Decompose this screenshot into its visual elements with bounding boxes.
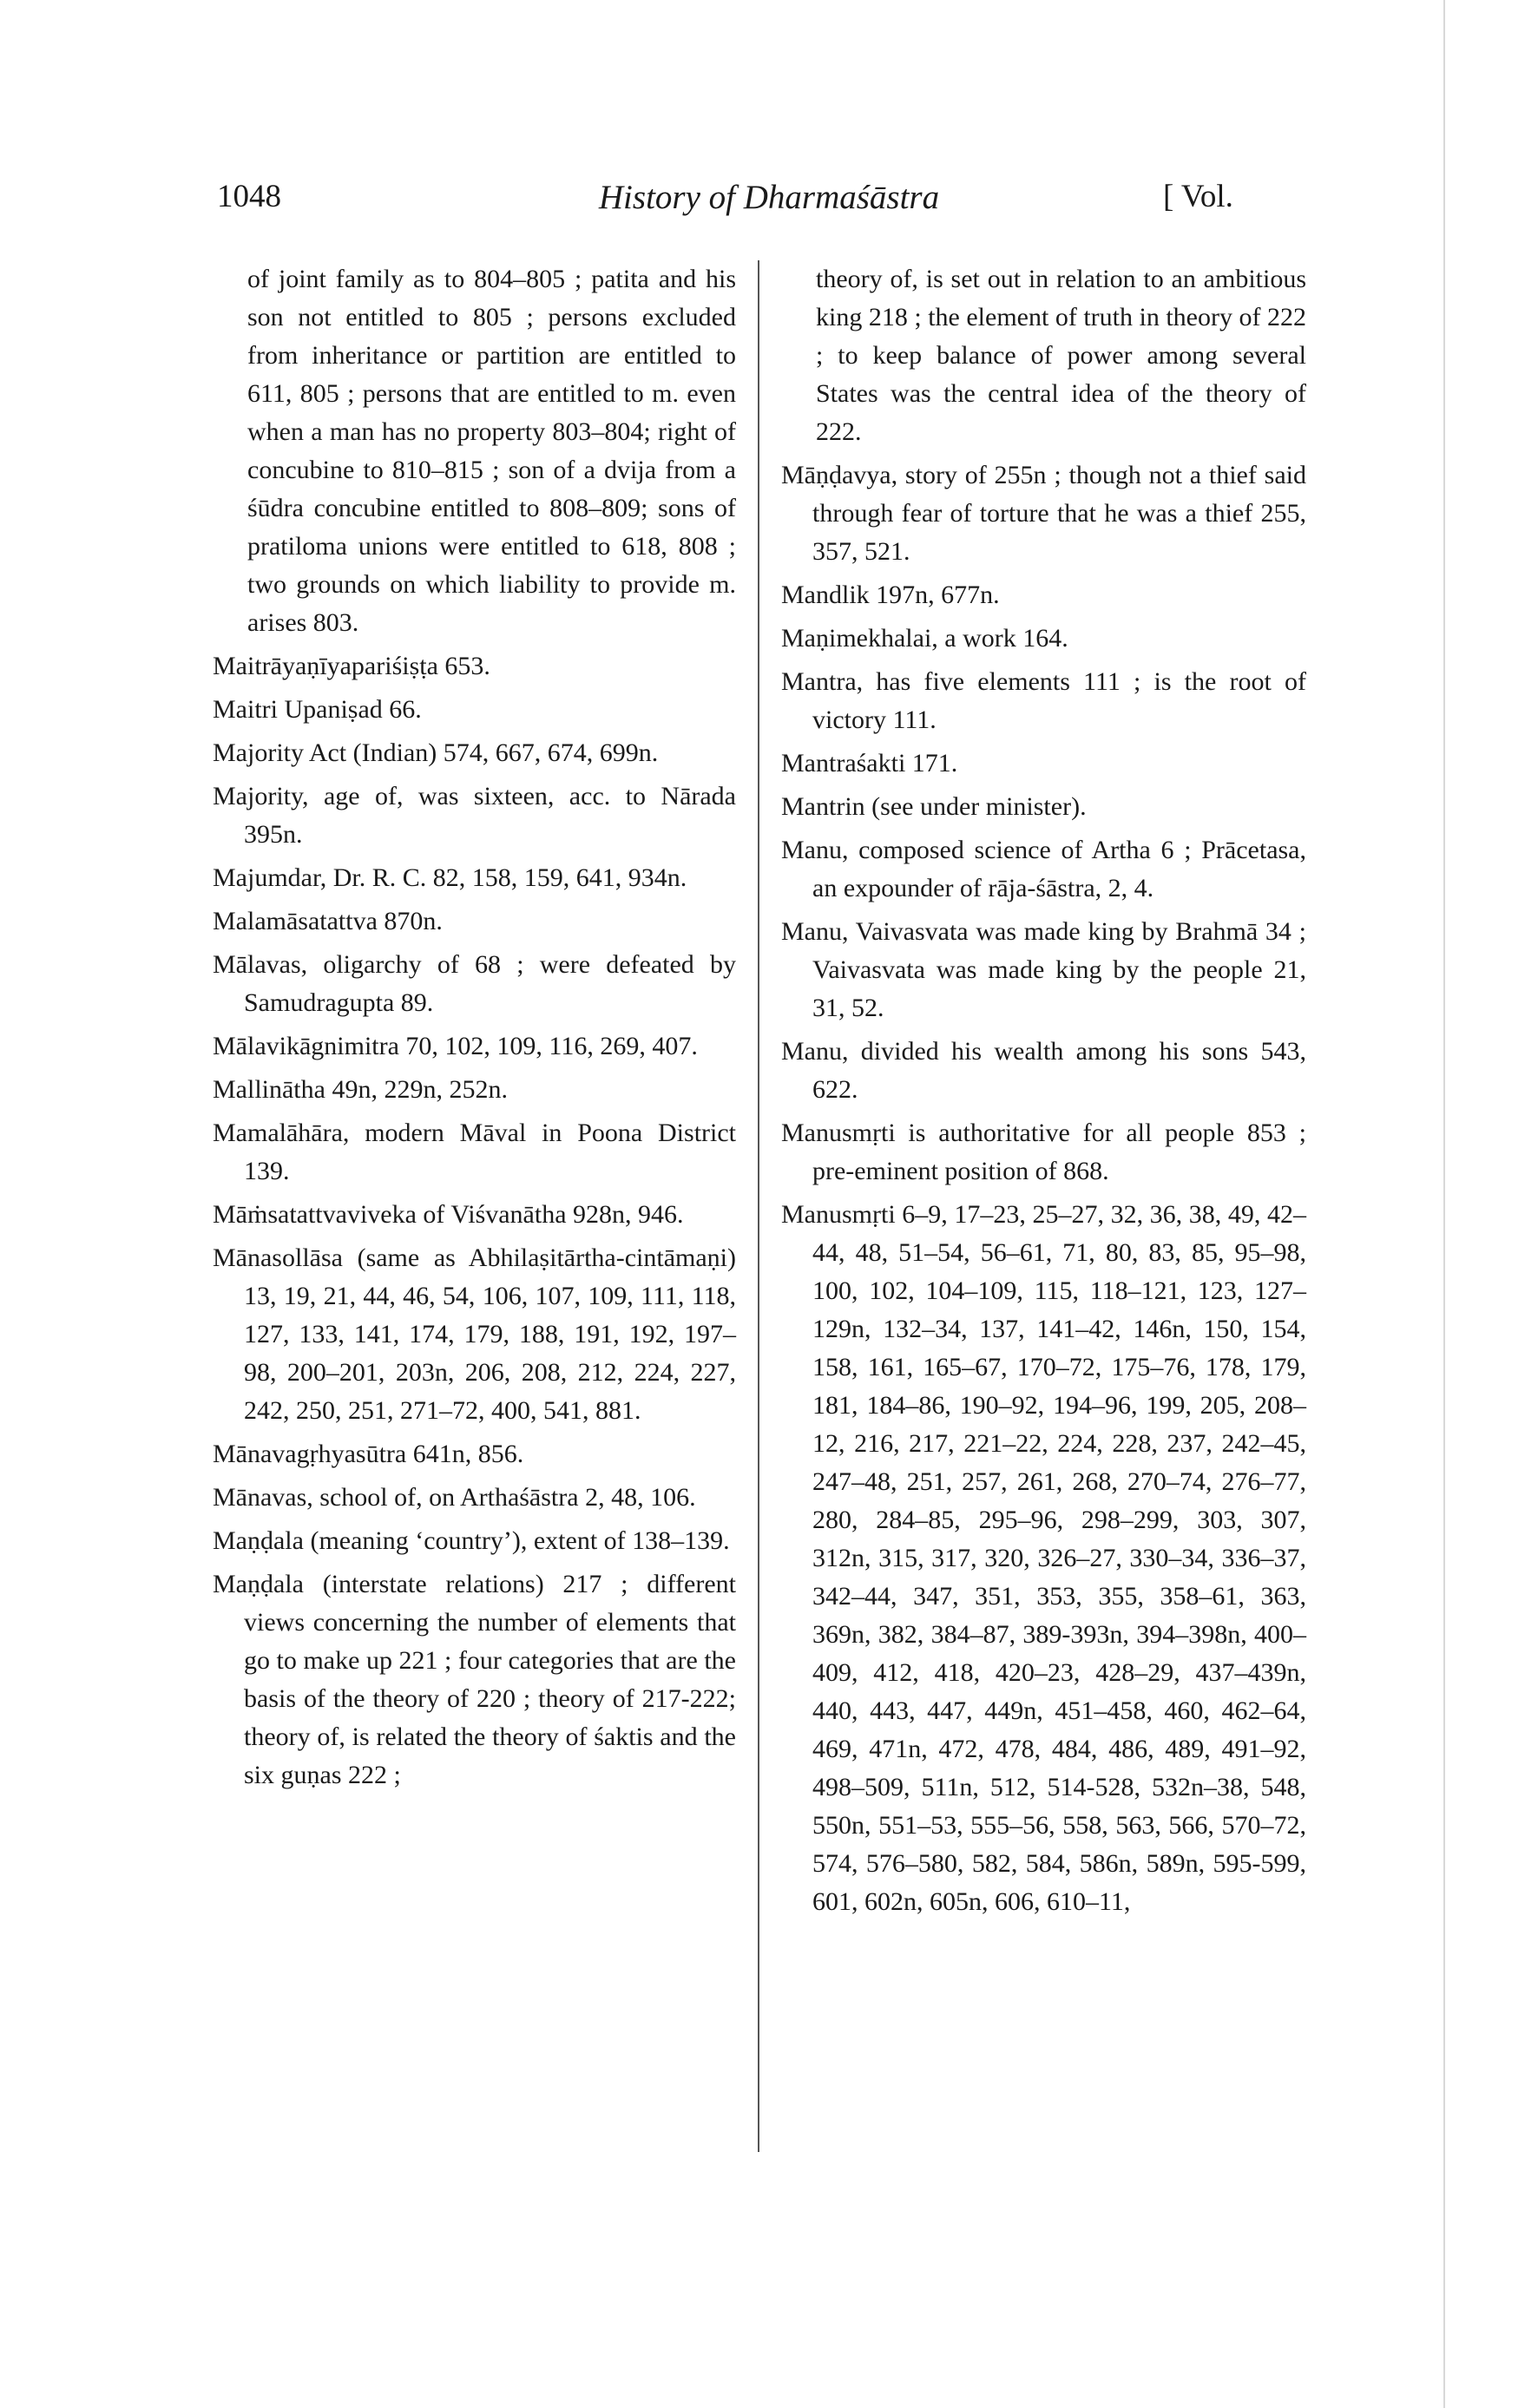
index-entry: Mānavas, school of, on Arthaśāstra 2, 48, 106.	[213, 1483, 696, 1512]
index-entry: Manusmṛti is authoritative for all people 853 ; pre-eminent position of 868.	[781, 1119, 1306, 1185]
index-entry: Mandlik 197n, 677n.	[781, 581, 1000, 609]
index-entry: Mantraśakti 171.	[781, 749, 958, 778]
index-entry: Maṇḍala (meaning ‘country’), extent of 138–139.	[213, 1526, 730, 1555]
index-column-right	[781, 260, 1306, 1926]
index-entry: Manu, composed science of Artha 6 ; Prācetasa, an expounder of rāja-śāstra, 2, 4.	[781, 836, 1306, 902]
index-entry: Maṇḍala (interstate relations) 217 ; different views concerning the number of elements that go to make up 221 ; four categories that are the basis of the theory of 220 ; theory of 217-222; theory of, is related the theory of śaktis and the six guṇas 222 ;	[213, 1570, 736, 1789]
index-entry: theory of, is set out in relation to an ambitious king 218 ; the element of truth in theory of 222 ; to keep balance of power among several States was the central idea of the theory of 222.	[816, 265, 1306, 446]
index-entry: Mālavas, oligarchy of 68 ; were defeated by Samudragupta 89.	[213, 950, 736, 1017]
index-entry: of joint family as to 804–805 ; patita and his son not entitled to 805 ; persons excluded from inheritance or partition are entitled to 611, 805 ; persons that are entitled to m. even when a man has no property 803–804; right of concubine to 810–815 ; son of a dvija from a śūdra concubine entitled to 808–809; sons of pratiloma unions were entitled to 618, 808 ; two grounds on which liability to provide m. arises 803.	[247, 265, 736, 637]
index-entry: Majority, age of, was sixteen, acc. to Nārada 395n.	[213, 782, 736, 849]
index-entry: Mantra, has five elements 111 ; is the root of victory 111.	[781, 667, 1306, 734]
running-title: History of Dharmaśāstra	[598, 179, 940, 216]
page-number: 1048	[217, 179, 281, 214]
index-entry: Mallinātha 49n, 229n, 252n.	[213, 1075, 508, 1104]
index-entry: Majumdar, Dr. R. C. 82, 158, 159, 641, 934n.	[213, 863, 687, 892]
column-divider	[758, 260, 759, 2152]
index-entry: Manu, Vaivasvata was made king by Brahmā 34 ; Vaivasvata was made king by the people 21, 31, 52.	[781, 917, 1306, 1022]
index-column-left	[213, 260, 736, 1800]
index-entry: Maitrāyaṇīyapariśiṣṭa 653.	[213, 652, 490, 680]
index-entry: Malamāsatattva 870n.	[213, 907, 443, 935]
index-entry: Mantrin (see under minister).	[781, 792, 1087, 821]
index-entry: Majority Act (Indian) 574, 667, 674, 699n.	[213, 738, 659, 767]
index-entry: Mālavikāgnimitra 70, 102, 109, 116, 269, 407.	[213, 1032, 698, 1060]
index-entry: Manu, divided his wealth among his sons 543, 622.	[781, 1037, 1306, 1104]
index-entry: Māṁsatattvaviveka of Viśvanātha 928n, 946.	[213, 1200, 684, 1229]
index-entry: Manusmṛti 6–9, 17–23, 25–27, 32, 36, 38, 49, 42–44, 48, 51–54, 56–61, 71, 80, 83, 85, 95–98, 100, 102, 104–109, 115, 118–121, 123, 127–129n, 132–34, 137, 141–42, 146n, 150, 154, 158, 161, 165–67, 170–72, 175–76, 178, 179, 181, 184–86, 190–92, 194–96, 199, 205, 208–12, 216, 217, 221–22, 224, 228, 237, 242–45, 247–48, 251, 257, 261, 268, 270–74, 276–77, 280, 284–85, 295–96, 298–299, 303, 307, 312n, 315, 317, 320, 326–27, 330–34, 336–37, 342–44, 347, 351, 353, 355, 358–61, 363, 369n, 382, 384–87, 389-393n, 394–398n, 400–409, 412, 418, 420–23, 428–29, 437–439n, 440, 443, 447, 449n, 451–458, 460, 462–64, 469, 471n, 472, 478, 484, 486, 489, 491–92, 498–509, 511n, 512, 514-528, 532n–38, 548, 550n, 551–53, 555–56, 558, 563, 566, 570–72, 574, 576–580, 582, 584, 586n, 589n, 595-599, 601, 602n, 605n, 606, 610–11,	[781, 1200, 1306, 1916]
index-entry: Mamalāhāra, modern Māval in Poona District 139.	[213, 1119, 736, 1185]
index-entry: Mānasollāsa (same as Abhilaṣitārtha-cintāmaṇi) 13, 19, 21, 44, 46, 54, 106, 107, 109, 111, 118, 127, 133, 141, 174, 179, 188, 191, 192, 197–98, 200–201, 203n, 206, 208, 212, 224, 227, 242, 250, 251, 271–72, 400, 541, 881.	[213, 1243, 736, 1425]
index-entry: Mānavagṛhyasūtra 641n, 856.	[213, 1440, 524, 1468]
index-entry: Maṇimekhalai, a work 164.	[781, 624, 1068, 653]
index-entry: Maitri Upaniṣad 66.	[213, 695, 422, 724]
index-entry: Māṇḍavya, story of 255n ; though not a thief said through fear of torture that he was a thief 255, 357, 521.	[781, 461, 1306, 566]
page-header	[0, 178, 1538, 239]
volume-label: [ Vol.	[1163, 179, 1233, 214]
page-edge-line	[1443, 0, 1445, 2408]
